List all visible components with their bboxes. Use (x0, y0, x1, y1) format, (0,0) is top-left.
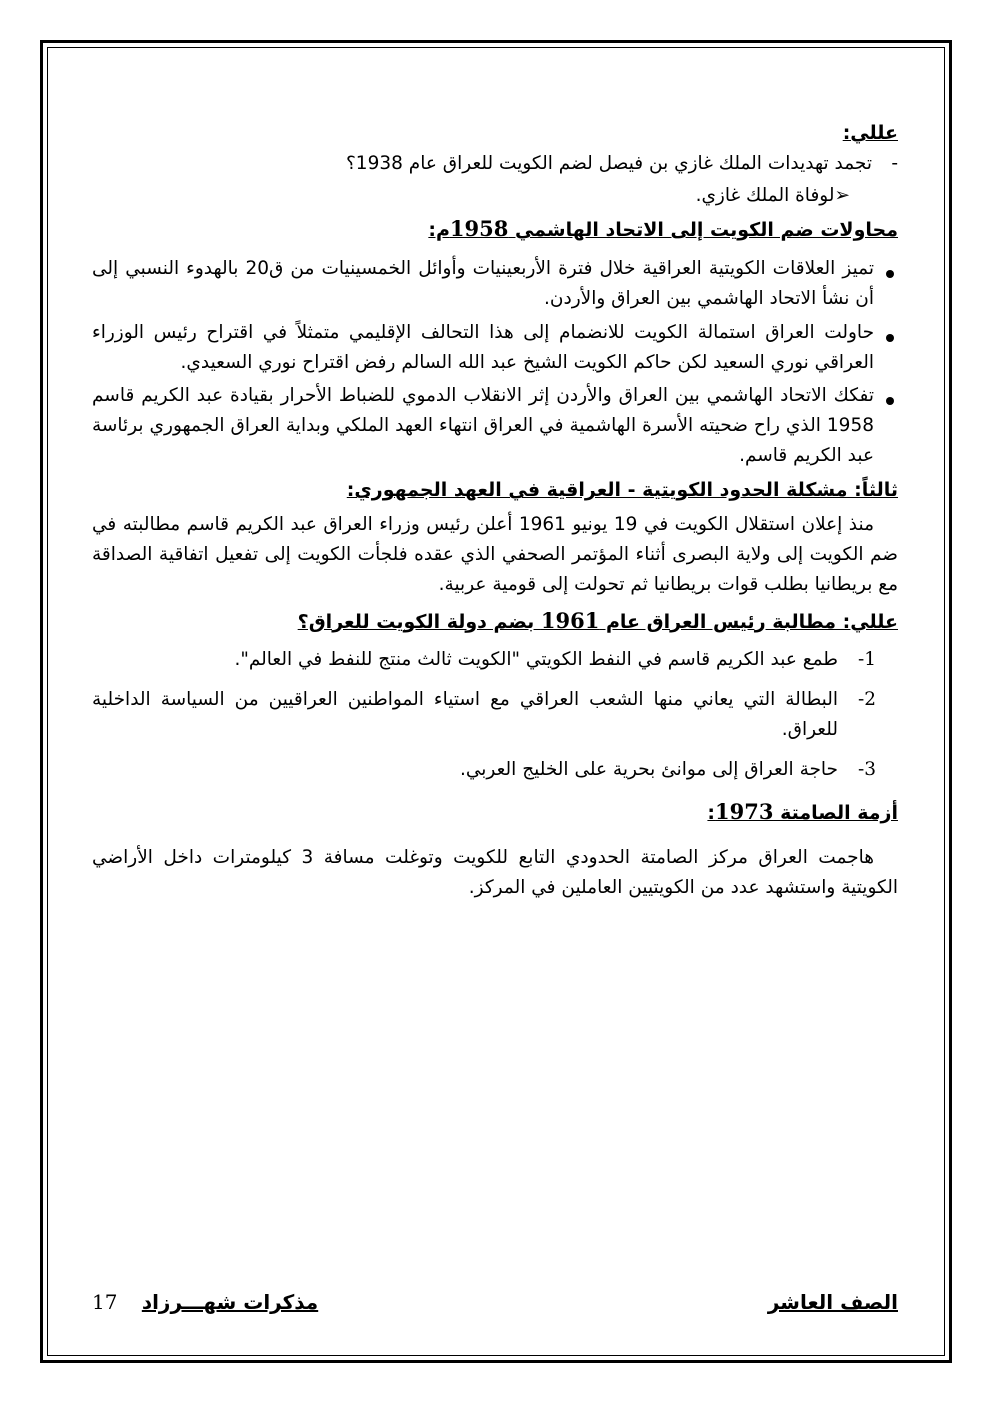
bullet-item: تفكك الاتحاد الهاشمي بين العراق والأردن إثر الانقلاب الدموي للضباط الأحرار بقيادة عبد الكريم قاسم 1958 الذي راح ضحيته الأسرة الهاشمية في العراق انتهاء العهد الملكي وبداية العراق الجمهوري برئاسة عبد الكريم قاسم. (92, 381, 898, 471)
reason-text: البطالة التي يعاني منها الشعب العراقي مع استياء المواطنين العراقيين من السياسة الداخلية للعراق. (92, 689, 838, 741)
section2-heading-year: 1958 (449, 216, 509, 242)
section1-heading: عللي: (842, 122, 898, 144)
footer-grade: الصف العاشر (767, 1290, 898, 1314)
reason-number: 2- (857, 689, 876, 711)
reason-number: 1- (857, 649, 876, 671)
question-dash: - (891, 153, 898, 175)
section3-heading: ثالثاً: مشكلة الحدود الكويتية - العراقية في العهد الجمهوري: (346, 479, 898, 502)
section4-reasons-list (92, 645, 898, 785)
section1-question (92, 148, 898, 180)
bullet-item: تميز العلاقات الكويتية العراقية خلال فترة الأربعينيات وأوائل الخمسينيات من ق20 بالهدوء النسبي إلى أن نشأ الاتحاد الهاشمي بين العراق والأردن. (92, 254, 898, 314)
section2-heading (92, 212, 898, 246)
section5-paragraph: هاجمت العراق مركز الصامتة الحدودي التابع للكويت وتوغلت مسافة 3 كيلومترات داخل الأراضي الكويتية واستشهد عدد من الكويتيين العاملين في المركز. (92, 846, 898, 898)
page-content (92, 118, 898, 907)
section2-bullet-list (92, 254, 898, 472)
section1-answer: ➢لوفاة الملك غازي. (695, 185, 850, 207)
section4-heading-suffix: بضم دولة الكويت للعراق؟ (297, 610, 541, 633)
reason-item (92, 645, 898, 675)
reason-item (92, 755, 898, 785)
notes-title: مذكرات شهـــرزاد (141, 1290, 319, 1314)
spacer (92, 829, 898, 839)
reason-number: 3- (857, 759, 876, 781)
reason-text: طمع عبد الكريم قاسم في النفط الكويتي "الكويت ثالث منتج للنفط في العالم". (234, 649, 838, 671)
section4-heading-text: عللي: مطالبة رئيس العراق عام (599, 610, 898, 633)
section5-heading-suffix: : (707, 802, 716, 825)
section4-heading-year: 1961 (540, 607, 600, 633)
footer-notes (92, 1290, 318, 1314)
section5-heading-text: أزمة الصامتة (773, 802, 898, 825)
section5-heading-year: 1973 (715, 799, 774, 825)
reason-item (92, 685, 898, 745)
question-text: تجمد تهديدات الملك غازي بن فيصل لضم الكويت للعراق عام 1938؟ (345, 153, 872, 175)
section2-heading-text: محاولات ضم الكويت إلى الاتحاد الهاشمي (508, 219, 898, 242)
section5-heading (92, 795, 898, 829)
bullet-item: حاولت العراق استمالة الكويت للانضمام إلى هذا التحالف الإقليمي متمثلاً في اقتراح رئيس الوزراء العراقي نوري السعيد لكن حاكم الكويت الشيخ عبد الله السالم رفض اقتراح نوري السعيدي. (92, 318, 898, 378)
section4-heading (92, 604, 898, 638)
reason-text: حاجة العراق إلى موانئ بحرية على الخليج العربي. (459, 759, 838, 781)
section2-heading-suffix: م: (428, 219, 450, 242)
page-number: 17 (92, 1290, 118, 1314)
section3-paragraph: منذ إعلان استقلال الكويت في 19 يونيو 1961 أعلن رئيس وزراء العراق عبد الكريم قاسم مطالبته في ضم الكويت إلى ولاية البصرى أثناء المؤتمر الصحفي الذي عقده فلجأت الكويت إلى تفعيل اتفاقية الصداقة مع بريطانيا بطلب قوات بريطانيا ثم تحولت إلى قومية عربية. (92, 513, 898, 595)
page-footer (92, 1290, 898, 1322)
